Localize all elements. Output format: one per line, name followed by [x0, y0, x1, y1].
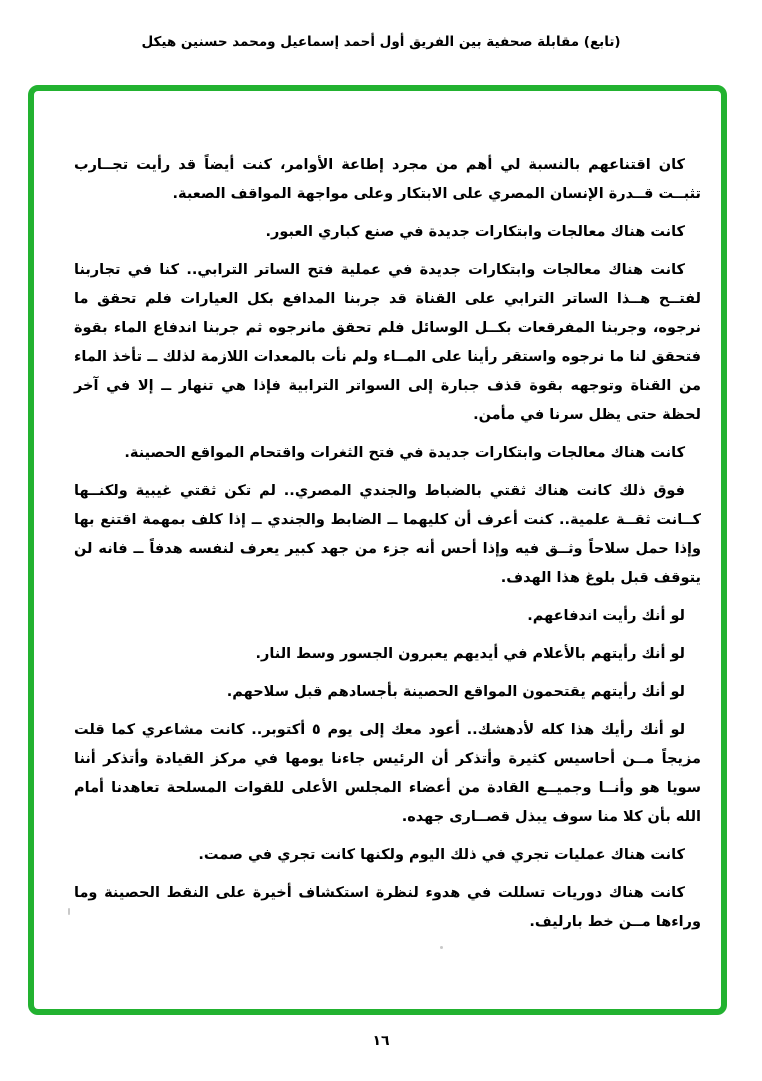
paragraph: كانت هناك معالجات وابتكارات جديدة في فتح الثغرات واقتحام المواقع الحصينة.	[124, 445, 685, 461]
paragraph: لو أنك رأيك هذا كله لأدهشك.. أعود معك إلى يوم ٥ أكتوبر.. كانت مشاعري كما قلت مزيجاً مــن أحاسيس كثيرة وأتذكر أن الرئيس جاءنا يومها في مركز القيادة وأتذكر أننا سويا هو وأنــا وجميــع القادة من أعضاء المجلس الأعلى للقوات المسلحة تعاهدنا أمام الله بأن كلا منا سوف يبذل قصــارى جهده.	[74, 722, 701, 825]
page-header-title: (تابع) مقابلة صحفية بين الفريق أول أحمد إسماعيل ومحمد حسنين هيكل	[141, 34, 621, 50]
paragraph: كانت هناك عمليات تجري في ذلك اليوم ولكنها كانت تجري في صمت.	[198, 847, 685, 863]
paragraph: لو أنك رأيتهم يقتحمون المواقع الحصينة بأجسادهم قبل سلاحهم.	[226, 684, 685, 700]
paragraph: فوق ذلك كانت هناك ثقتي بالضباط والجندي المصري.. لم تكن ثقتي غيبية ولكنــها كــانت ثقــة علمية.. كنت أعرف أن كليهما ــ الضابط والجندي ــ إذا كلف بمهمة اقتنع بها وإذا حمل سلاحاً وثــق فيه وإذا أحس أنه جزء من جهد كبير يعرف لنفسه هدفاً ــ فانه لن يتوقف قبل بلوغ هذا الهدف.	[74, 483, 701, 586]
document-body	[74, 151, 701, 946]
document-frame-border	[28, 85, 727, 1015]
page-number: ١٦	[372, 1033, 390, 1049]
paragraph: كان اقتناعهم بالنسبة لي أهم من مجرد إطاعة الأوامر، كنت أيضاً قد رأيت تجــارب تثبــت قــدرة الإنسان المصري على الابتكار وعلى مواجهة المواقف الصعبة.	[74, 157, 701, 202]
scan-speck	[440, 946, 443, 949]
paragraph: كانت هناك معالجات وابتكارات جديدة في عملية فتح الساتر الترابي.. كنا في تجاربنا لفتــح هــذا الساتر الترابي على القناة قد جربنا المدافع بكل العيارات فلم تحقق ما نرجوه، وجربنا المفرقعات بكــل الوسائل فلم تحقق مانرجوه ثم جربنا اندفاع الماء بقوة فتحقق لنا ما نرجوه واستقر رأينا على المــاء ولم نأت بالمعدات اللازمة لذلك ــ تأخذ الماء من القناة وتوجهه بقوة قذف جبارة إلى السواتر الترابية فإذا هي تنهار ــ إلا في آخر لحظة حتى يظل سرنا في مأمن.	[74, 262, 701, 423]
paragraph: لو أنك رأيت اندفاعهم.	[527, 608, 685, 624]
paragraph: لو أنك رأيتهم بالأعلام في أيديهم يعبرون الجسور وسط النار.	[255, 646, 685, 662]
paragraph: كانت هناك معالجات وابتكارات جديدة في صنع كباري العبور.	[265, 224, 685, 240]
scan-speck	[68, 908, 70, 915]
paragraph: كانت هناك دوريات تسللت في هدوء لنظرة استكشاف أخيرة على النقط الحصينة وما وراءها مــن خط بارليف.	[74, 885, 701, 930]
